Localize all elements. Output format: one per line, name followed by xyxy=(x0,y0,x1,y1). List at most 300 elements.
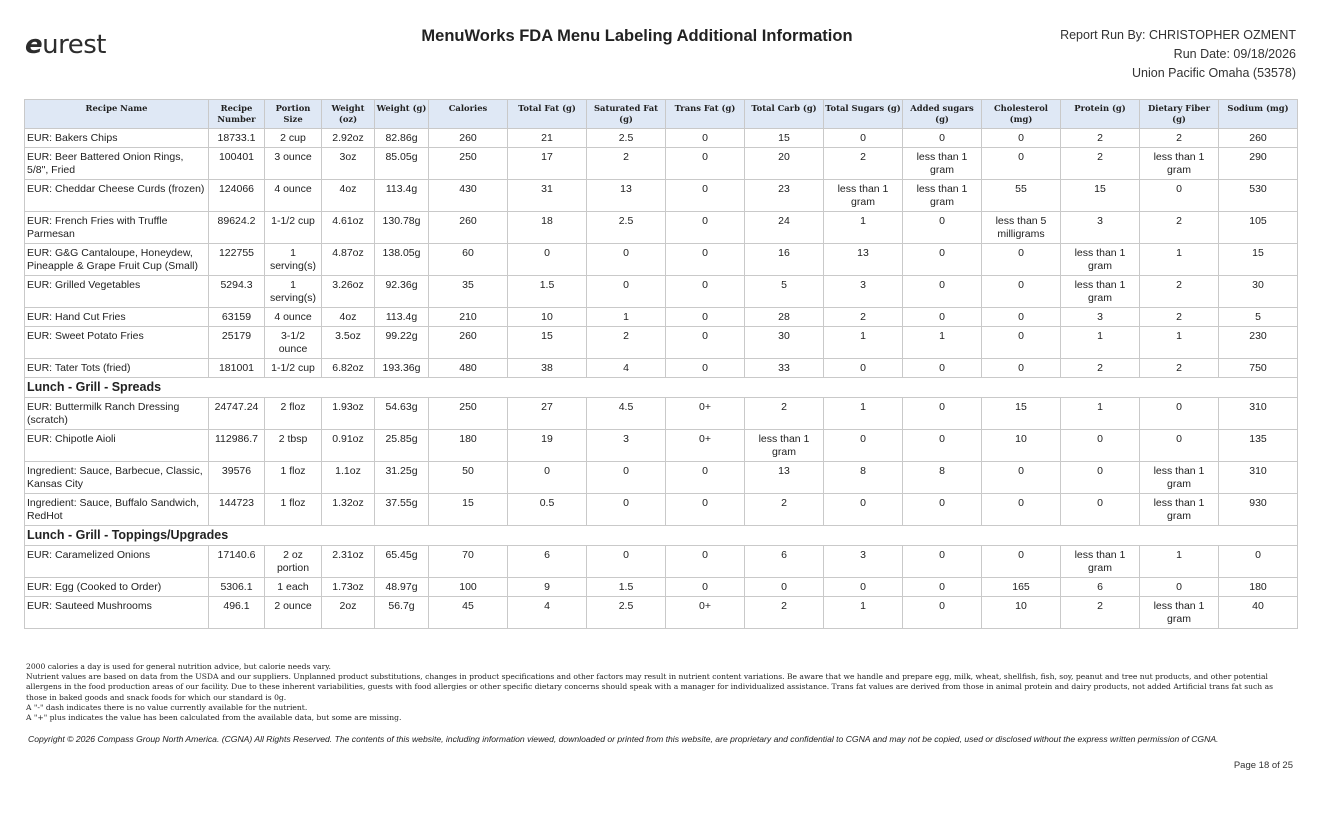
table-cell: 2 cup xyxy=(265,129,322,148)
table-cell: 2.31oz xyxy=(322,546,375,578)
table-cell: 3 xyxy=(1061,212,1140,244)
section-title: Lunch - Grill - Spreads xyxy=(25,378,1298,398)
table-cell: 8 xyxy=(903,462,982,494)
table-cell: 4.87oz xyxy=(322,244,375,276)
table-cell: 0 xyxy=(666,148,745,180)
table-cell: 0 xyxy=(666,244,745,276)
table-cell: 82.86g xyxy=(375,129,429,148)
table-cell: 0 xyxy=(982,276,1061,308)
footnotes xyxy=(26,662,1296,723)
table-cell: less than 1 gram xyxy=(1061,546,1140,578)
table-cell: 0 xyxy=(903,546,982,578)
table-cell: 0 xyxy=(666,276,745,308)
table-cell: less than 1 gram xyxy=(1140,462,1219,494)
table-cell: 1 floz xyxy=(265,462,322,494)
table-cell: 92.36g xyxy=(375,276,429,308)
table-cell: 1 each xyxy=(265,578,322,597)
report-run-by: Report Run By: CHRISTOPHER OZMENT xyxy=(1060,28,1296,42)
table-cell: 0 xyxy=(587,494,666,526)
table-cell: 124066 xyxy=(209,180,265,212)
table-cell: 0 xyxy=(982,359,1061,378)
table-cell: 1.93oz xyxy=(322,398,375,430)
table-cell: 89624.2 xyxy=(209,212,265,244)
table-cell: 16 xyxy=(745,244,824,276)
table-cell: 0 xyxy=(824,430,903,462)
section-row xyxy=(25,526,1298,546)
table-cell: 181001 xyxy=(209,359,265,378)
table-cell: 3 xyxy=(587,430,666,462)
table-cell: 0 xyxy=(1061,462,1140,494)
table-cell: 48.97g xyxy=(375,578,429,597)
table-cell: 40 xyxy=(1219,597,1298,629)
table-cell: 0 xyxy=(666,129,745,148)
table-cell: 1.5 xyxy=(587,578,666,597)
recipe-name-cell: EUR: Caramelized Onions xyxy=(25,546,209,578)
table-cell: less than 1 gram xyxy=(1140,494,1219,526)
table-cell: 1 xyxy=(1140,244,1219,276)
column-header: Cholesterol (mg) xyxy=(982,100,1061,129)
table-cell: 2 ounce xyxy=(265,597,322,629)
table-cell: 0 xyxy=(824,129,903,148)
table-cell: 0 xyxy=(903,359,982,378)
table-cell: 165 xyxy=(982,578,1061,597)
recipe-name-cell: EUR: Sauteed Mushrooms xyxy=(25,597,209,629)
table-cell: 1.73oz xyxy=(322,578,375,597)
table-cell: 260 xyxy=(429,212,508,244)
table-cell: 0+ xyxy=(666,398,745,430)
table-cell: 1 serving(s) xyxy=(265,276,322,308)
table-cell: 0 xyxy=(982,494,1061,526)
table-body xyxy=(25,129,1298,629)
table-cell: 2 xyxy=(1140,308,1219,327)
table-cell: 0 xyxy=(587,462,666,494)
table-cell: 0 xyxy=(824,359,903,378)
table-cell: 37.55g xyxy=(375,494,429,526)
table-cell: 18733.1 xyxy=(209,129,265,148)
table-cell: 0 xyxy=(903,398,982,430)
recipe-name-cell: EUR: Grilled Vegetables xyxy=(25,276,209,308)
table-cell: 3 xyxy=(824,546,903,578)
column-header: Total Carb (g) xyxy=(745,100,824,129)
column-header: Recipe Number xyxy=(209,100,265,129)
table-cell: 0 xyxy=(903,578,982,597)
table-cell: 56.7g xyxy=(375,597,429,629)
table-cell: 3-1/2 ounce xyxy=(265,327,322,359)
table-cell: 15 xyxy=(745,129,824,148)
logo-prefix: e xyxy=(25,30,43,60)
table-cell: 30 xyxy=(745,327,824,359)
recipe-name-cell: Ingredient: Sauce, Buffalo Sandwich, RedHot xyxy=(25,494,209,526)
table-cell: 0 xyxy=(587,546,666,578)
table-cell: 1 xyxy=(824,398,903,430)
recipe-name-cell: EUR: Buttermilk Ranch Dressing (scratch) xyxy=(25,398,209,430)
table-cell: less than 1 gram xyxy=(1061,244,1140,276)
table-cell: 1 xyxy=(824,327,903,359)
table-cell: 0 xyxy=(1140,578,1219,597)
column-header: Total Sugars (g) xyxy=(824,100,903,129)
column-header: Protein (g) xyxy=(1061,100,1140,129)
table-cell: 113.4g xyxy=(375,180,429,212)
table-cell: 0 xyxy=(824,578,903,597)
table-cell: 1 xyxy=(1140,546,1219,578)
table-cell: 0 xyxy=(1219,546,1298,578)
table-cell: 130.78g xyxy=(375,212,429,244)
table-cell: less than 5 milligrams xyxy=(982,212,1061,244)
table-cell: less than 1 gram xyxy=(824,180,903,212)
table-cell: 0 xyxy=(587,276,666,308)
table-cell: 0 xyxy=(508,244,587,276)
table-cell: 38 xyxy=(508,359,587,378)
column-header: Total Fat (g) xyxy=(508,100,587,129)
table-cell: 99.22g xyxy=(375,327,429,359)
table-cell: 2 xyxy=(1140,129,1219,148)
table-cell: 0 xyxy=(1140,398,1219,430)
table-header-row xyxy=(25,100,1298,129)
table-cell: 290 xyxy=(1219,148,1298,180)
table-cell: 31.25g xyxy=(375,462,429,494)
table-cell: 4oz xyxy=(322,180,375,212)
table-cell: 0 xyxy=(982,308,1061,327)
table-row xyxy=(25,212,1298,244)
page-number: Page 18 of 25 xyxy=(1233,760,1293,771)
table-cell: 2 xyxy=(1140,276,1219,308)
column-header: Weight (oz) xyxy=(322,100,375,129)
table-row xyxy=(25,494,1298,526)
nutrition-table xyxy=(24,99,1298,629)
table-cell: 0 xyxy=(666,578,745,597)
report-run-date: Run Date: 09/18/2026 xyxy=(1173,47,1296,61)
table-cell: 530 xyxy=(1219,180,1298,212)
column-header: Calories xyxy=(429,100,508,129)
recipe-name-cell: EUR: Beer Battered Onion Rings, 5/8", Fried xyxy=(25,148,209,180)
column-header: Saturated Fat (g) xyxy=(587,100,666,129)
logo-rest: urest xyxy=(42,30,106,60)
table-cell: 0 xyxy=(982,244,1061,276)
table-cell: 2 xyxy=(1061,148,1140,180)
table-cell: 2 xyxy=(745,494,824,526)
note-dash: A "-" dash indicates there is no value currently available for the nutrient. xyxy=(26,702,308,712)
table-cell: 1 serving(s) xyxy=(265,244,322,276)
table-cell: 20 xyxy=(745,148,824,180)
table-cell: 10 xyxy=(982,597,1061,629)
table-cell: 0 xyxy=(1140,430,1219,462)
table-cell: 0 xyxy=(666,359,745,378)
table-cell: 2 xyxy=(824,148,903,180)
column-header: Trans Fat (g) xyxy=(666,100,745,129)
table-cell: 6.82oz xyxy=(322,359,375,378)
table-cell: 310 xyxy=(1219,462,1298,494)
column-header: Portion Size xyxy=(265,100,322,129)
table-cell: 0+ xyxy=(666,430,745,462)
table-cell: 54.63g xyxy=(375,398,429,430)
table-cell: 260 xyxy=(429,327,508,359)
table-cell: 0 xyxy=(903,244,982,276)
table-cell: 35 xyxy=(429,276,508,308)
table-cell: 0 xyxy=(903,308,982,327)
table-cell: 2 xyxy=(745,398,824,430)
table-row xyxy=(25,129,1298,148)
recipe-name-cell: EUR: Egg (Cooked to Order) xyxy=(25,578,209,597)
table-cell: 2 xyxy=(1140,212,1219,244)
table-cell: 0 xyxy=(666,327,745,359)
table-cell: 13 xyxy=(824,244,903,276)
table-cell: 4 xyxy=(508,597,587,629)
table-cell: 2oz xyxy=(322,597,375,629)
table-cell: 2 xyxy=(587,148,666,180)
table-cell: 210 xyxy=(429,308,508,327)
table-cell: 5294.3 xyxy=(209,276,265,308)
table-cell: 230 xyxy=(1219,327,1298,359)
table-cell: 1.5 xyxy=(508,276,587,308)
table-cell: 39576 xyxy=(209,462,265,494)
column-header: Weight (g) xyxy=(375,100,429,129)
table-cell: 0 xyxy=(666,212,745,244)
table-cell: 3 xyxy=(824,276,903,308)
table-cell: 1.1oz xyxy=(322,462,375,494)
table-cell: 2 xyxy=(824,308,903,327)
table-cell: 15 xyxy=(429,494,508,526)
recipe-name-cell: Ingredient: Sauce, Barbecue, Classic, Kansas City xyxy=(25,462,209,494)
table-cell: 1 xyxy=(824,212,903,244)
table-cell: 15 xyxy=(508,327,587,359)
table-cell: 2 xyxy=(745,597,824,629)
table-cell: 3.26oz xyxy=(322,276,375,308)
table-cell: 2.5 xyxy=(587,212,666,244)
table-cell: 112986.7 xyxy=(209,430,265,462)
table-row xyxy=(25,578,1298,597)
table-cell: 0 xyxy=(587,244,666,276)
table-cell: 0 xyxy=(903,430,982,462)
table-cell: 6 xyxy=(1061,578,1140,597)
table-cell: 0 xyxy=(903,129,982,148)
table-cell: 4 ounce xyxy=(265,180,322,212)
recipe-name-cell: EUR: Hand Cut Fries xyxy=(25,308,209,327)
recipe-name-cell: EUR: Cheddar Cheese Curds (frozen) xyxy=(25,180,209,212)
table-cell: 138.05g xyxy=(375,244,429,276)
table-cell: 0 xyxy=(903,494,982,526)
table-cell: 0 xyxy=(982,327,1061,359)
table-cell: 0 xyxy=(666,546,745,578)
table-cell: 23 xyxy=(745,180,824,212)
table-cell: 19 xyxy=(508,430,587,462)
table-cell: 55 xyxy=(982,180,1061,212)
table-cell: 180 xyxy=(429,430,508,462)
section-title: Lunch - Grill - Toppings/Upgrades xyxy=(25,526,1298,546)
table-cell: 15 xyxy=(1219,244,1298,276)
table-cell: 100 xyxy=(429,578,508,597)
table-cell: 0 xyxy=(666,308,745,327)
table-cell: 6 xyxy=(745,546,824,578)
table-cell: 4oz xyxy=(322,308,375,327)
table-cell: 30 xyxy=(1219,276,1298,308)
table-cell: 0 xyxy=(666,462,745,494)
table-cell: 2.5 xyxy=(587,129,666,148)
table-cell: 3.5oz xyxy=(322,327,375,359)
table-cell: 1 floz xyxy=(265,494,322,526)
table-cell: 0+ xyxy=(666,597,745,629)
table-cell: 0 xyxy=(824,494,903,526)
table-cell: 1 xyxy=(1061,398,1140,430)
table-cell: 1 xyxy=(824,597,903,629)
table-cell: 27 xyxy=(508,398,587,430)
table-cell: 0 xyxy=(982,148,1061,180)
table-cell: less than 1 gram xyxy=(1140,148,1219,180)
table-cell: 250 xyxy=(429,148,508,180)
section-row xyxy=(25,378,1298,398)
table-cell: 180 xyxy=(1219,578,1298,597)
table-cell: 24 xyxy=(745,212,824,244)
recipe-name-cell: EUR: French Fries with Truffle Parmesan xyxy=(25,212,209,244)
table-cell: 24747.24 xyxy=(209,398,265,430)
table-cell: 2 xyxy=(1061,359,1140,378)
note-nutrients: Nutrient values are based on data from the USDA and our suppliers. Unplanned product substitutions, changes in product specifications and other factors may result in nutrient content variations. Be aware that we handle and prepare egg, milk, wheat, shellfish, fish, soy, peanut and tree nut products, and other potential allergens in the food production areas of our facility. Due to these inherent variabilities, guests with food allergies or other specific dietary concerns should speak with a manager for individualized assistance. Trans fat values are derived from those in animal protein and dairy products, not added Artificial trans fat such as those in baked goods and snack foods for which our standard is 0g. xyxy=(26,672,1274,702)
table-cell: 105 xyxy=(1219,212,1298,244)
table-cell: 0 xyxy=(745,578,824,597)
table-cell: 0 xyxy=(982,546,1061,578)
table-cell: 3 ounce xyxy=(265,148,322,180)
table-cell: 25179 xyxy=(209,327,265,359)
table-cell: 0 xyxy=(1140,180,1219,212)
table-cell: 2 xyxy=(587,327,666,359)
table-cell: 45 xyxy=(429,597,508,629)
table-cell: 5306.1 xyxy=(209,578,265,597)
table-cell: 3 xyxy=(1061,308,1140,327)
table-cell: 1 xyxy=(903,327,982,359)
table-cell: 250 xyxy=(429,398,508,430)
table-cell: 135 xyxy=(1219,430,1298,462)
table-cell: 50 xyxy=(429,462,508,494)
table-cell: 18 xyxy=(508,212,587,244)
table-row xyxy=(25,462,1298,494)
table-cell: 3oz xyxy=(322,148,375,180)
table-cell: 10 xyxy=(982,430,1061,462)
recipe-name-cell: EUR: Bakers Chips xyxy=(25,129,209,148)
column-header: Dietary Fiber (g) xyxy=(1140,100,1219,129)
table-cell: 85.05g xyxy=(375,148,429,180)
table-cell: 17 xyxy=(508,148,587,180)
copyright-notice: Copyright © 2026 Compass Group North America. (CGNA) All Rights Reserved. The contents of this website, including information viewed, downloaded or printed from this website, are proprietary and confidential to CGNA and may not be copied, used or disclosed without the express written permission of CGNA. xyxy=(28,734,1219,744)
table-cell: 1-1/2 cup xyxy=(265,212,322,244)
table-cell: 2.92oz xyxy=(322,129,375,148)
table-row xyxy=(25,359,1298,378)
table-cell: 1-1/2 cup xyxy=(265,359,322,378)
table-cell: 4.61oz xyxy=(322,212,375,244)
table-cell: 31 xyxy=(508,180,587,212)
table-row xyxy=(25,597,1298,629)
recipe-name-cell: EUR: G&G Cantaloupe, Honeydew, Pineapple & Grape Fruit Cup (Small) xyxy=(25,244,209,276)
table-cell: 70 xyxy=(429,546,508,578)
table-row xyxy=(25,308,1298,327)
table-cell: 0 xyxy=(903,212,982,244)
table-row xyxy=(25,180,1298,212)
table-cell: 122755 xyxy=(209,244,265,276)
table-cell: 430 xyxy=(429,180,508,212)
table-cell: 5 xyxy=(745,276,824,308)
table-cell: 0.5 xyxy=(508,494,587,526)
table-cell: 113.4g xyxy=(375,308,429,327)
table-cell: 8 xyxy=(824,462,903,494)
recipe-name-cell: EUR: Tater Tots (fried) xyxy=(25,359,209,378)
table-cell: 13 xyxy=(745,462,824,494)
recipe-name-cell: EUR: Chipotle Aioli xyxy=(25,430,209,462)
table-cell: 750 xyxy=(1219,359,1298,378)
table-cell: 1 xyxy=(587,308,666,327)
table-cell: 33 xyxy=(745,359,824,378)
table-cell: less than 1 gram xyxy=(903,180,982,212)
table-cell: 100401 xyxy=(209,148,265,180)
table-cell: 930 xyxy=(1219,494,1298,526)
table-cell: 5 xyxy=(1219,308,1298,327)
table-cell: less than 1 gram xyxy=(1061,276,1140,308)
table-cell: less than 1 gram xyxy=(903,148,982,180)
table-cell: 1 xyxy=(1140,327,1219,359)
table-cell: 2.5 xyxy=(587,597,666,629)
table-cell: less than 1 gram xyxy=(745,430,824,462)
table-cell: 0 xyxy=(982,462,1061,494)
table-cell: 480 xyxy=(429,359,508,378)
table-cell: 0 xyxy=(982,129,1061,148)
table-cell: 60 xyxy=(429,244,508,276)
table-cell: 17140.6 xyxy=(209,546,265,578)
table-cell: 2 floz xyxy=(265,398,322,430)
table-cell: 496.1 xyxy=(209,597,265,629)
table-cell: 13 xyxy=(587,180,666,212)
table-cell: 25.85g xyxy=(375,430,429,462)
table-cell: 0 xyxy=(1061,494,1140,526)
table-row xyxy=(25,546,1298,578)
table-cell: 21 xyxy=(508,129,587,148)
column-header: Added sugars (g) xyxy=(903,100,982,129)
table-cell: 0 xyxy=(1061,430,1140,462)
table-cell: 9 xyxy=(508,578,587,597)
table-cell: 4.5 xyxy=(587,398,666,430)
report-title: MenuWorks FDA Menu Labeling Additional Information xyxy=(421,27,853,45)
table-cell: 65.45g xyxy=(375,546,429,578)
table-row xyxy=(25,430,1298,462)
table-cell: 2 xyxy=(1140,359,1219,378)
table-cell: 2 xyxy=(1061,129,1140,148)
table-row xyxy=(25,244,1298,276)
table-cell: 0 xyxy=(903,276,982,308)
table-cell: 15 xyxy=(982,398,1061,430)
table-cell: 0.91oz xyxy=(322,430,375,462)
table-cell: 260 xyxy=(1219,129,1298,148)
table-cell: 10 xyxy=(508,308,587,327)
column-header: Sodium (mg) xyxy=(1219,100,1298,129)
table-cell: 4 xyxy=(587,359,666,378)
table-cell: 0 xyxy=(508,462,587,494)
note-calories: 2000 calories a day is used for general nutrition advice, but calorie needs vary. xyxy=(26,662,331,671)
table-cell: 193.36g xyxy=(375,359,429,378)
table-cell: 2 oz portion xyxy=(265,546,322,578)
table-cell: 1 xyxy=(1061,327,1140,359)
table-row xyxy=(25,276,1298,308)
report-meta xyxy=(1060,26,1296,83)
column-header: Recipe Name xyxy=(25,100,209,129)
table-cell: less than 1 gram xyxy=(1140,597,1219,629)
table-cell: 2 tbsp xyxy=(265,430,322,462)
recipe-name-cell: EUR: Sweet Potato Fries xyxy=(25,327,209,359)
note-plus: A "+" plus indicates the value has been calculated from the available data, but some are missing. xyxy=(26,713,402,723)
table-cell: 144723 xyxy=(209,494,265,526)
table-row xyxy=(25,148,1298,180)
report-location: Union Pacific Omaha (53578) xyxy=(1132,66,1296,80)
table-cell: 0 xyxy=(666,180,745,212)
table-row xyxy=(25,327,1298,359)
table-cell: 260 xyxy=(429,129,508,148)
table-cell: 2 xyxy=(1061,597,1140,629)
table-cell: 0 xyxy=(903,597,982,629)
